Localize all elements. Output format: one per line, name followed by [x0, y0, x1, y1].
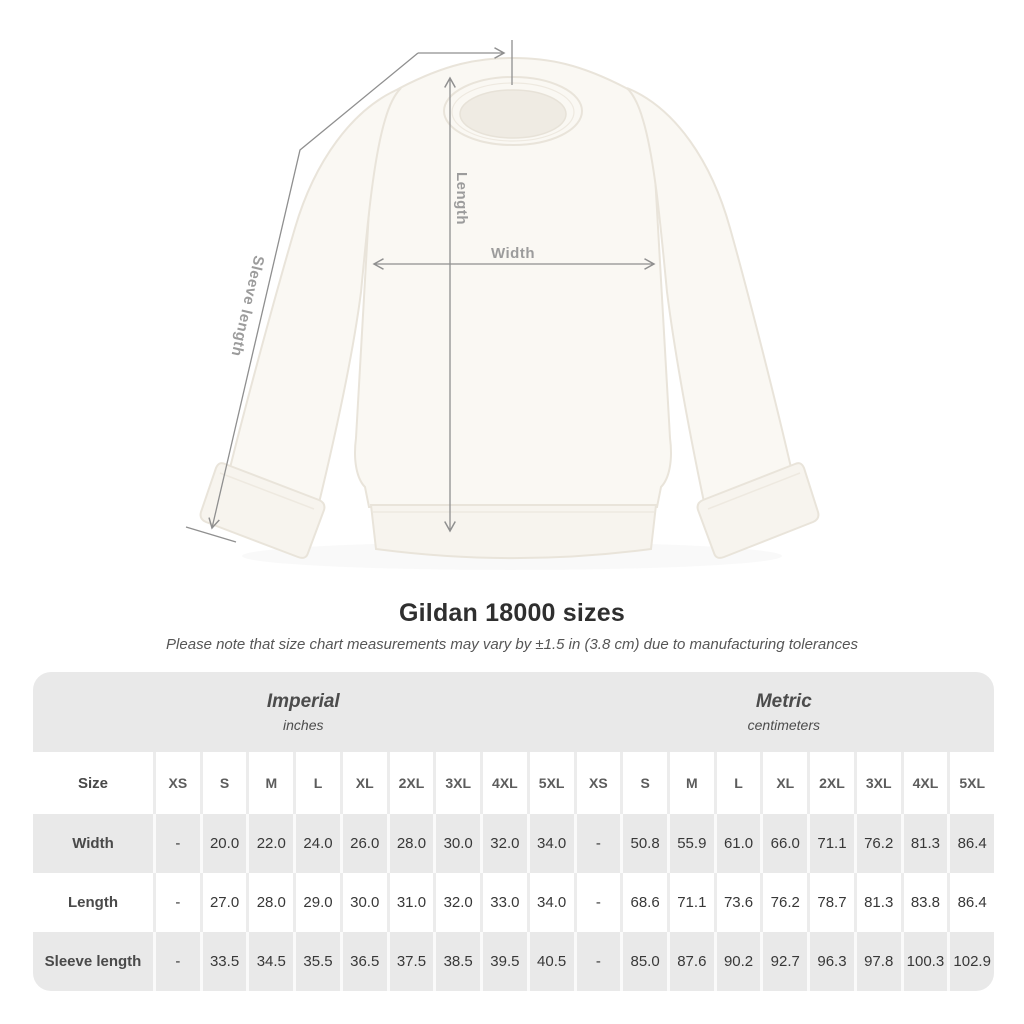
measurement-cell: 28.0 [387, 814, 434, 873]
measurement-cell: 68.6 [620, 873, 667, 932]
page-title: Gildan 18000 sizes [399, 599, 625, 627]
measurement-cell: 26.0 [340, 814, 387, 873]
size-column-header: 5XL [527, 752, 574, 814]
measurement-cell: 61.0 [714, 814, 761, 873]
measurement-cell: 100.3 [901, 932, 948, 991]
size-column-header: 5XL [947, 752, 994, 814]
metric-group-label: Metric [755, 691, 812, 712]
length-label: Length [453, 172, 470, 225]
sweatshirt-collar-opening [460, 90, 566, 138]
measurement-cell: 50.8 [620, 814, 667, 873]
measurement-cell: 76.2 [854, 814, 901, 873]
size-column-header: L [293, 752, 340, 814]
measurement-cell: 92.7 [760, 932, 807, 991]
sweatshirt [201, 58, 819, 558]
measurement-cell: 71.1 [667, 873, 714, 932]
metric-group-sublabel: centimeters [747, 717, 820, 733]
measurement-cell: 37.5 [387, 932, 434, 991]
size-column-header: 4XL [480, 752, 527, 814]
measurement-cell: - [574, 814, 621, 873]
measurement-cell: 34.0 [527, 814, 574, 873]
row-label-length: Length [33, 873, 153, 932]
imperial-group-sublabel: inches [283, 717, 324, 733]
measurement-cell: 32.0 [433, 873, 480, 932]
measurement-cell: 28.0 [246, 873, 293, 932]
measurement-cell: 34.0 [527, 873, 574, 932]
measurement-cell: 27.0 [200, 873, 247, 932]
measurement-cell: 36.5 [340, 932, 387, 991]
size-column-header: XL [760, 752, 807, 814]
measurement-cell: 24.0 [293, 814, 340, 873]
size-column-header: M [667, 752, 714, 814]
measurement-cell: 73.6 [714, 873, 761, 932]
measurement-cell: 22.0 [246, 814, 293, 873]
measurement-cell: 39.5 [480, 932, 527, 991]
size-column-header: M [246, 752, 293, 814]
width-label: Width [490, 245, 536, 262]
size-corner-header: Size [33, 752, 153, 814]
measurement-cell: - [153, 814, 200, 873]
measurement-cell: 81.3 [901, 814, 948, 873]
size-column-header: 3XL [433, 752, 480, 814]
row-label-sleeve-length: Sleeve length [33, 932, 153, 991]
measurement-cell: 34.5 [246, 932, 293, 991]
size-column-header: 2XL [807, 752, 854, 814]
size-header-row [33, 752, 994, 814]
measurement-cell: 33.0 [480, 873, 527, 932]
imperial-group-header [33, 672, 574, 752]
size-column-header: L [714, 752, 761, 814]
size-column-header: S [200, 752, 247, 814]
measurement-cell: 29.0 [293, 873, 340, 932]
size-table [33, 672, 994, 991]
measurement-cell: - [574, 932, 621, 991]
measurement-cell: 66.0 [760, 814, 807, 873]
measurement-cell: 86.4 [947, 873, 994, 932]
measurement-cell: 30.0 [433, 814, 480, 873]
measurement-cell: 90.2 [714, 932, 761, 991]
measurement-cell: 86.4 [947, 814, 994, 873]
measurement-cell: 71.1 [807, 814, 854, 873]
size-column-header: 2XL [387, 752, 434, 814]
measurement-cell: 81.3 [854, 873, 901, 932]
imperial-group-label: Imperial [266, 691, 340, 712]
measurement-cell: - [153, 932, 200, 991]
measurement-cell: 32.0 [480, 814, 527, 873]
measurement-cell: 87.6 [667, 932, 714, 991]
size-column-header: 4XL [901, 752, 948, 814]
row-label-width: Width [33, 814, 153, 873]
measurement-cell: 38.5 [433, 932, 480, 991]
measurement-cell: 76.2 [760, 873, 807, 932]
measurement-cell: - [153, 873, 200, 932]
measurement-cell: 85.0 [620, 932, 667, 991]
measurement-cell: 55.9 [667, 814, 714, 873]
size-column-header: S [620, 752, 667, 814]
measurement-cell: - [574, 873, 621, 932]
unit-group-row [33, 672, 994, 752]
measurement-cell: 31.0 [387, 873, 434, 932]
measurement-cell: 20.0 [200, 814, 247, 873]
table-row-sleeve-length [33, 932, 994, 991]
measurement-cell: 30.0 [340, 873, 387, 932]
size-column-header: XS [153, 752, 200, 814]
measurement-cell: 83.8 [901, 873, 948, 932]
measurement-cell: 33.5 [200, 932, 247, 991]
table-row-length [33, 873, 994, 932]
size-column-header: XS [574, 752, 621, 814]
measurement-cell: 97.8 [854, 932, 901, 991]
sleeve-length-label: Sleeve length [227, 253, 268, 359]
measurement-cell: 78.7 [807, 873, 854, 932]
size-column-header: XL [340, 752, 387, 814]
table-row-width [33, 814, 994, 873]
measurement-cell: 40.5 [527, 932, 574, 991]
tolerance-note: Please note that size chart measurements may vary by ±1.5 in (3.8 cm) due to manufacturing tolerances [166, 636, 858, 653]
measurement-cell: 96.3 [807, 932, 854, 991]
size-column-header: 3XL [854, 752, 901, 814]
size-table-container [33, 672, 994, 991]
metric-group-header [574, 672, 994, 752]
measurement-cell: 102.9 [947, 932, 994, 991]
sweatshirt-waistband [371, 505, 656, 558]
measurement-cell: 35.5 [293, 932, 340, 991]
